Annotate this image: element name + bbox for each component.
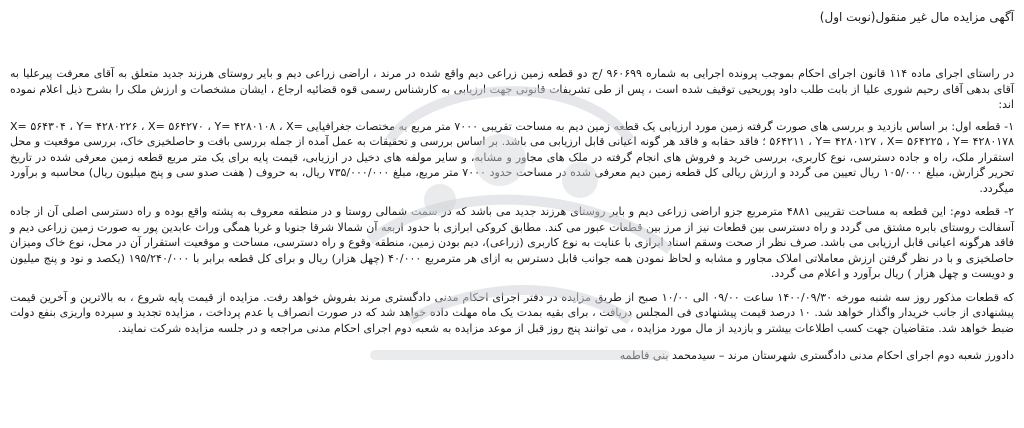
- intro-paragraph: در راستای اجرای ماده ۱۱۴ قانون اجرای احکام بموجب پرونده اجرایی به شماره ۹۶۰۶۹۹ /ج دو قطعه زمین زراعی دیم واقع شده در مرند ، اراضی زراعی دیم و بایر روستای هرزند جدید متعلق به آقای معرفت پیرعلیا به آقای بدهی آقای رحیم شوری علیا از بابت طلب داود پوریحیی توقیف شده است ، پس از طی تشریفات قانونی جهت ارزیابی به کارشناس رسمی قوه قضائیه ارجاع ، ایشان مشخصات و ارزش ملک را بشرح ذیل اعلام نموده اند:: [10, 67, 1014, 111]
- spacer: [10, 336, 1014, 348]
- spacer: [10, 282, 1014, 290]
- auction-paragraph: که قطعات مذکور روز سه شنبه مورخه ۱۴۰۰/۰۹/۳۰ ساعت ۰۹/۰۰ الی ۱۰/۰۰ صبح از طریق مزایده در دفتر اجرای احکام مدنی دادگستری مرند بفروش خواهد رفت. مزایده از قیمت پایه شروع ، به بالاترین و آخرین قیمت پیشنهادی از جانب خریدار واگذار خواهد شد. ۱۰ درصد قیمت پیشنهادی فی المجلس دریافت ، برای بقیه بمدت یک ماه مهلت داده خواهد شد که در صورت انصراف یا عدم پرداخت ، مزایده تجدید و سپرده واریزی بنفع دولت ضبط خواهد شد. متقاضیان جهت کسب اطلاعات بیشتر و بازدید از مال مورد مزایده ، می توانند پنج روز قبل از موعد مزایده به شعبه دوم اجرای احکام مدنی مراجعه و در جلسه مزایده شرکت نمایند.: [10, 290, 1014, 335]
- notice-title: آگهی مزایده مال غیر منقول(نوبت اول): [819, 10, 1014, 24]
- parcel-two-paragraph: ۲- قطعه دوم: این قطعه به مساحت تقریبی ۴۸۸۱ مترمربع جزو اراضی زراعی دیم و بایر روستای هرزند جدید می باشد که در سمت شمالی روستا و در منطقه معروف به پشته واقع بوده و راه دسترسی اصلی آن از جاده آسفالت روستای بابره مشتق می گردد و راه دسترسی بین قطعات نیز از مرز بین قطعات عبور می کند. مطابق کروکی ابرازی با حدود اربعه آن شمالا شرقا جنوبا و غربا همگی وراث عابدین پور به صورت زمین زراعی دیم و فاقد هرگونه اعیانی قابل ارزیابی می باشد. صرف نظر از صحت وسقم اسناد ابرازی با عنایت به نوع کاربری (زراعی)، دیم بودن زمین، منطقه وقوع و راه دسترسی، مساحت و موقعیت استقرار آن در محل، نوع خاک ومیزان حاصلخیزی و با در نظر گرفتن ارزش معاملاتی املاک مجاور و مشابه و لحاظ نمودن همه جوانب قابل دسترس به ازای هر مترمربع ۴۰/۰۰۰ (چهل هزار) ریال و برای کل قطعه برابر با ۱۹۵/۲۴۰/۰۰۰ (یکصد و نود و پنج میلیون و دویست و چهل هزار ) ریال برآورد و اعلام می گردد.: [10, 205, 1015, 280]
- parcel-one-paragraph: ۱- قطعه اول: بر اساس بازدید و بررسی های صورت گرفته زمین مورد ارزیابی یک قطعه زمین دیم به مساحت تقریبی ۷۰۰۰ متر مربع به مختصات جغرافیایی X= ۵۶۴۳۰۴ ، Y= ۴۲۸۰۲۲۶ ، X= ۵۶۴۲۷۰ ، Y= ۴۲۸۰۱۰۸ ، X= ۵۶۴۲۱۱ ، Y= ۴۲۸۰۱۲۷ ، X= ۵۶۴۲۲۵ ، Y= ۴۲۸۰۱۷۸ ؛ فاقد حقابه و فاقد هر گونه اعیانی قابل ارزیابی می باشد. بر اساس بررسی و تحقیقات به عمل آمده از جمله بررسی بافت و حاصلخیزی خاک، بررسی موقعیت و محل استقرار ملک، راه و جاده دسترسی، نوع کاربری، بررسی خرید و فروش های انجام گرفته در ملک های مجاور و مشابه، و سایر مولفه های دخیل در ارزیابی، قیمت پایه برای یک متر مربع قطعه زمین معرفی شده در تاریخ تحریر گزارش، مبلغ ۱۰۵/۰۰۰ ریال تعیین می گردد و ارزش ریالی کل قطعه زمین دیم معرفی شده در مساحت حدود ۷۰۰۰ متر مربع، مبلغ ۷۳۵/۰۰۰/۰۰۰ ریال، به حروف ( هفت صدو سی و پنج میلیون ریال) محاسبه و برآورد میگردد.: [10, 119, 1015, 195]
- signature-line: دادورز شعبه دوم اجرای احکام مدنی دادگستری شهرستان مرند – سیدمحمد بنی فاطمه: [619, 349, 1014, 362]
- spacer: [10, 196, 1014, 204]
- spacer: [10, 26, 1014, 66]
